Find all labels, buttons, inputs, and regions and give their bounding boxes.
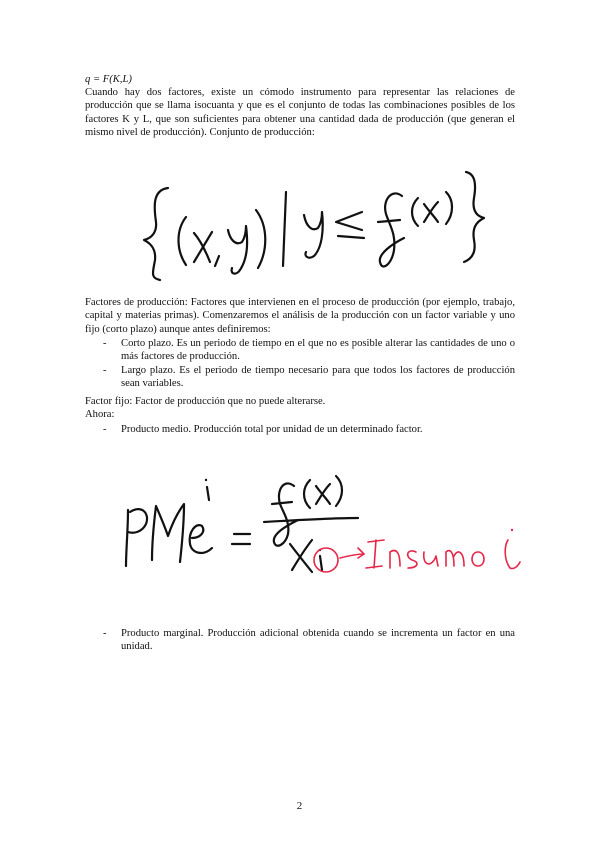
dash-marker: - — [103, 628, 107, 639]
largo-plazo-text: Largo plazo. Es el periodo de tiempo necesario para que todos los factores de producción sean variables. — [121, 364, 515, 390]
production-function: q = F(K,L) — [85, 74, 132, 85]
dash-marker: - — [103, 364, 107, 376]
factor-fijo-definition: Factor fijo: Factor de producción que no puede alterarse. — [85, 396, 326, 407]
corto-plazo-text: Corto plazo. Es un periodo de tiempo en el que no es posible alterar las cantidades de uno o más factores de producción. — [121, 338, 515, 363]
dash-marker: - — [103, 338, 107, 349]
paragraph-factores: Factores de producción: Factores que intervienen en el proceso de producción (por ejemplo, trabajo, capital y materias primas). Comenzaremos el análisis de la producción con un factor variable y uno fijo (corto plazo) aunque antes definiremos: — [85, 297, 515, 335]
list-item — [85, 627, 515, 654]
page-number: 2 — [296, 800, 303, 812]
producto-medio-text: Producto medio. Producción total por unidad de un determinado factor. — [121, 424, 423, 435]
producto-marginal-list — [85, 627, 515, 654]
ahora-label: Ahora: — [85, 409, 115, 420]
paragraph-isocuanta: Cuando hay dos factores, existe un cómodo instrumento para representar las relaciones de producción que se llama isocuanta y que es el conjunto de todas las combinaciones posibles de los factores K y L, que son suficientes para obtener una cantidad dada de producción (que generan el mismo nivel de producción). Conjunto de producción: — [85, 87, 515, 139]
producto-marginal-text: Producto marginal. Producción adicional obtenida cuando se incrementa un factor en una unidad. — [121, 628, 515, 653]
dash-marker: - — [103, 424, 107, 435]
